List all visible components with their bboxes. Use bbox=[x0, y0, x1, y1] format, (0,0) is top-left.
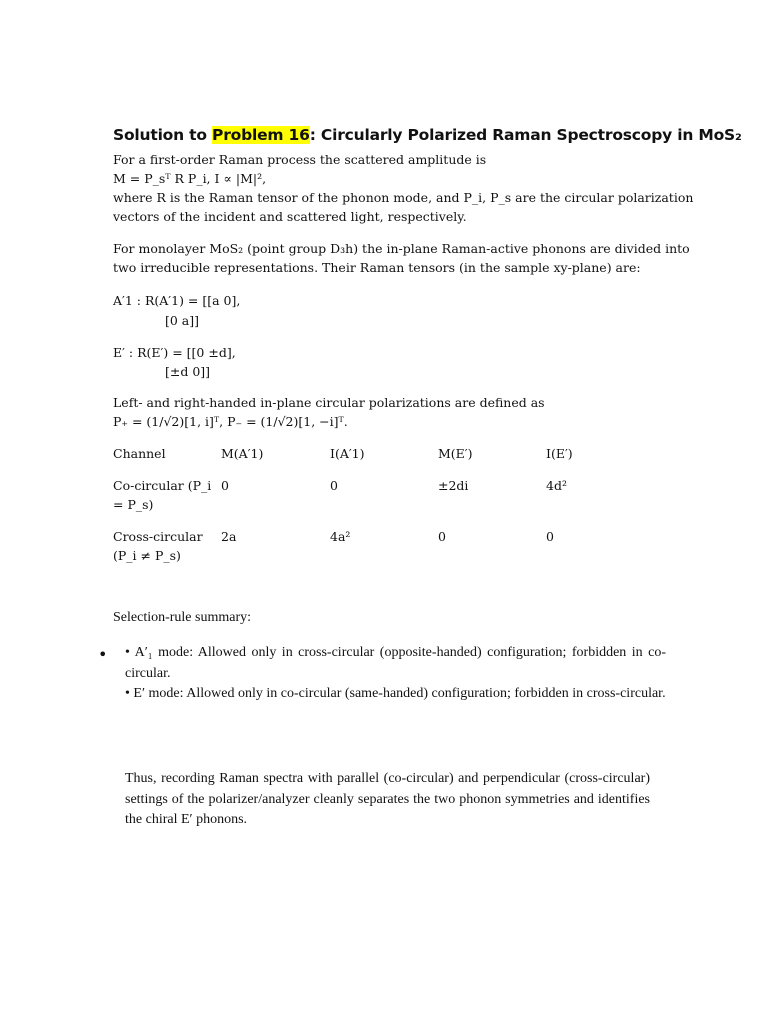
tensor-e-line-2: [±d 0]] bbox=[165, 364, 211, 379]
table-header: I(E′) bbox=[546, 446, 573, 461]
table-row-label: Co-circular (P_i bbox=[113, 478, 212, 493]
table-cell: 4a² bbox=[330, 529, 351, 544]
table-header: M(E′) bbox=[438, 446, 473, 461]
tensor-a-line-2: [0 a]] bbox=[165, 313, 200, 328]
summary-label: Selection-rule summary: bbox=[113, 610, 252, 625]
title-rest: : Circularly Polarized Raman Spectroscopy in MoS₂ bbox=[309, 126, 742, 144]
list-item: • E′ mode: Allowed only in co-circular (same-handed) configuration; forbidden in cross-circular. bbox=[125, 686, 666, 701]
table-cell: 0 bbox=[438, 529, 446, 544]
table-row-label: = P_s) bbox=[113, 497, 154, 512]
table-cell: 0 bbox=[330, 478, 338, 493]
intro-line-2: M = P_sᵀ R P_i, I ∝ |M|², bbox=[113, 171, 267, 186]
table-cell: 2a bbox=[221, 529, 237, 544]
title-highlight: Problem 16 bbox=[212, 126, 310, 144]
list-item: • A′₁ mode: Allowed only in cross-circular (opposite-handed) configuration; forbidden in co-circular. bbox=[125, 645, 666, 681]
tensor-a-line-1: A′1 : R(A′1) = [[a 0], bbox=[113, 293, 241, 308]
table-header: Channel bbox=[113, 446, 166, 461]
table-cell: 0 bbox=[221, 478, 229, 493]
bullet-list bbox=[125, 643, 666, 705]
title-prefix: Solution to bbox=[113, 126, 213, 144]
table-header: I(A′1) bbox=[330, 446, 365, 461]
table-cell: 4d² bbox=[546, 478, 567, 493]
intro-line-4: vectors of the incident and scattered light, respectively. bbox=[113, 209, 467, 224]
page-title bbox=[113, 126, 742, 144]
table-row-label: (P_i ≠ P_s) bbox=[113, 548, 181, 563]
table-row-label: Cross-circular bbox=[113, 529, 203, 544]
table-cell: 0 bbox=[546, 529, 554, 544]
bullet-marker: • bbox=[98, 645, 108, 664]
circular-line-2: P₊ = (1/√2)[1, i]ᵀ, P₋ = (1/√2)[1, −i]ᵀ. bbox=[113, 414, 348, 429]
table-header: M(A′1) bbox=[221, 446, 264, 461]
intro-line-3: where R is the Raman tensor of the phonon mode, and P_i, P_s are the circular polarization bbox=[113, 190, 694, 205]
tensor-e-line-1: E′ : R(E′) = [[0 ±d], bbox=[113, 345, 236, 360]
conclusion-paragraph: Thus, recording Raman spectra with parallel (co-circular) and perpendicular (cross-circular) settings of the polarizer/analyzer cleanly separates the two phonon symmetries and identifies the chiral E′ phonons. bbox=[125, 771, 650, 827]
monolayer-line-2: two irreducible representations. Their Raman tensors (in the sample xy-plane) are: bbox=[113, 260, 641, 275]
monolayer-line-1: For monolayer MoS₂ (point group D₃h) the in-plane Raman-active phonons are divided into bbox=[113, 241, 690, 256]
intro-line-1: For a first-order Raman process the scattered amplitude is bbox=[113, 152, 487, 167]
table-cell: ±2di bbox=[438, 478, 469, 493]
circular-line-1: Left- and right-handed in-plane circular polarizations are defined as bbox=[113, 395, 545, 410]
